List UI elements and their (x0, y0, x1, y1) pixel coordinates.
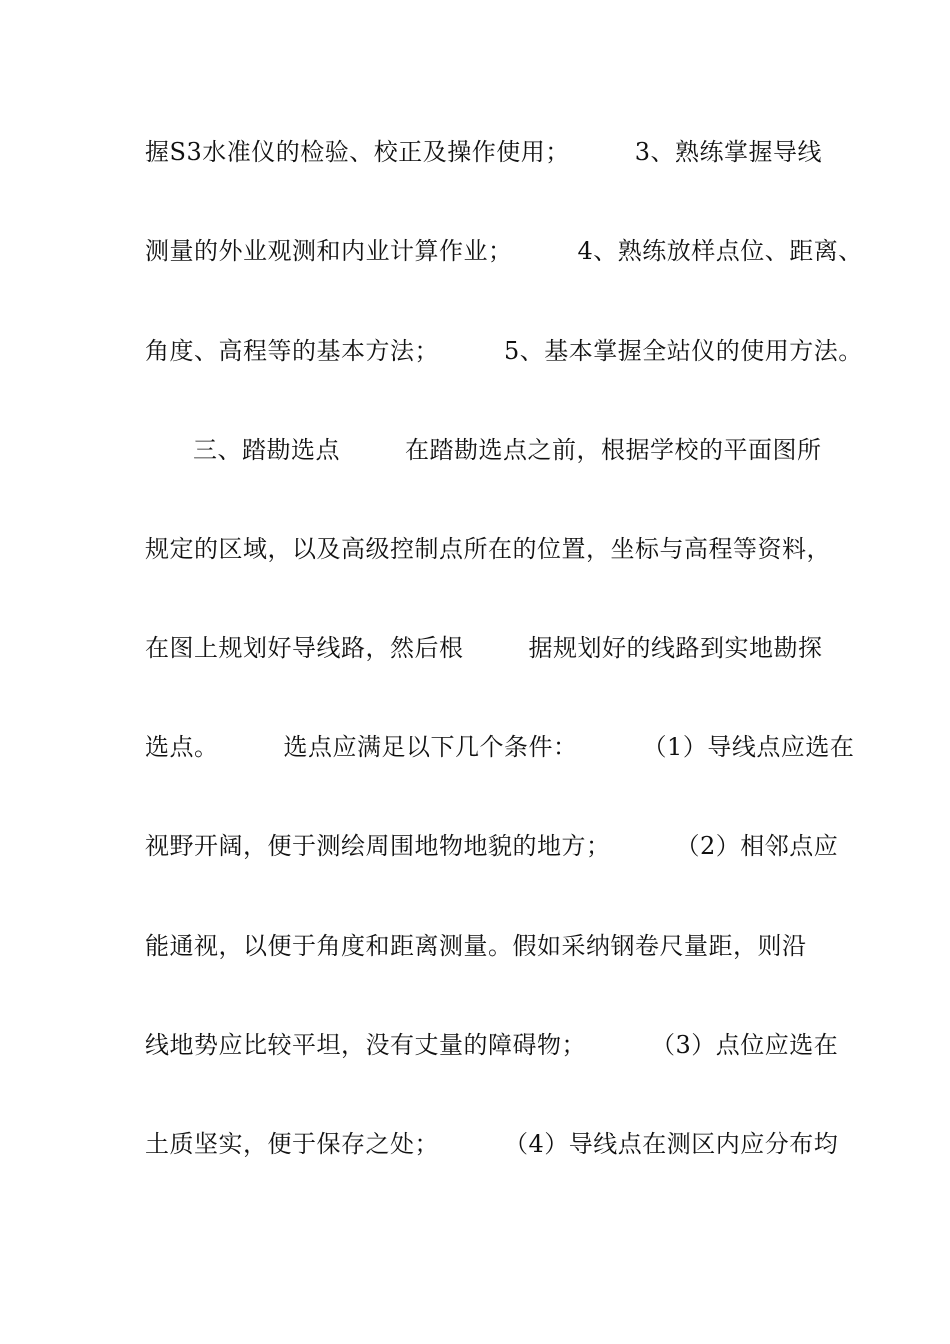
text-line: 视野开阔，便于测绘周围地物地貌的地方； （2）相邻点应 (145, 832, 839, 860)
text-line: 在图上规划好导线路，然后根 据规划好的线路到实地勘探 (145, 634, 823, 662)
text-line: 测量的外业观测和内业计算作业； 4、熟练放样点位、距离、 (145, 237, 863, 265)
text-line: 角度、高程等的基本方法； 5、基本掌握全站仪的使用方法。 (145, 337, 863, 365)
text-line: 土质坚实，便于保存之处； （4）导线点在测区内应分布均 (145, 1130, 839, 1158)
text-line: 能通视，以便于角度和距离测量。假如采纳钢卷尺量距，则沿 (145, 932, 807, 960)
text-line: 选点。 选点应满足以下几个条件： （1）导线点应选在 (145, 733, 855, 761)
section-heading-line: 三、踏勘选点 在踏勘选点之前，根据学校的平面图所 (193, 436, 822, 464)
text-line: 线地势应比较平坦，没有丈量的障碍物； （3）点位应选在 (145, 1031, 839, 1059)
text-line: 规定的区域，以及高级控制点所在的位置，坐标与高程等资料， (145, 535, 831, 563)
text-line: 握S3水准仪的检验、校正及操作使用； 3、熟练掌握导线 (145, 138, 823, 166)
